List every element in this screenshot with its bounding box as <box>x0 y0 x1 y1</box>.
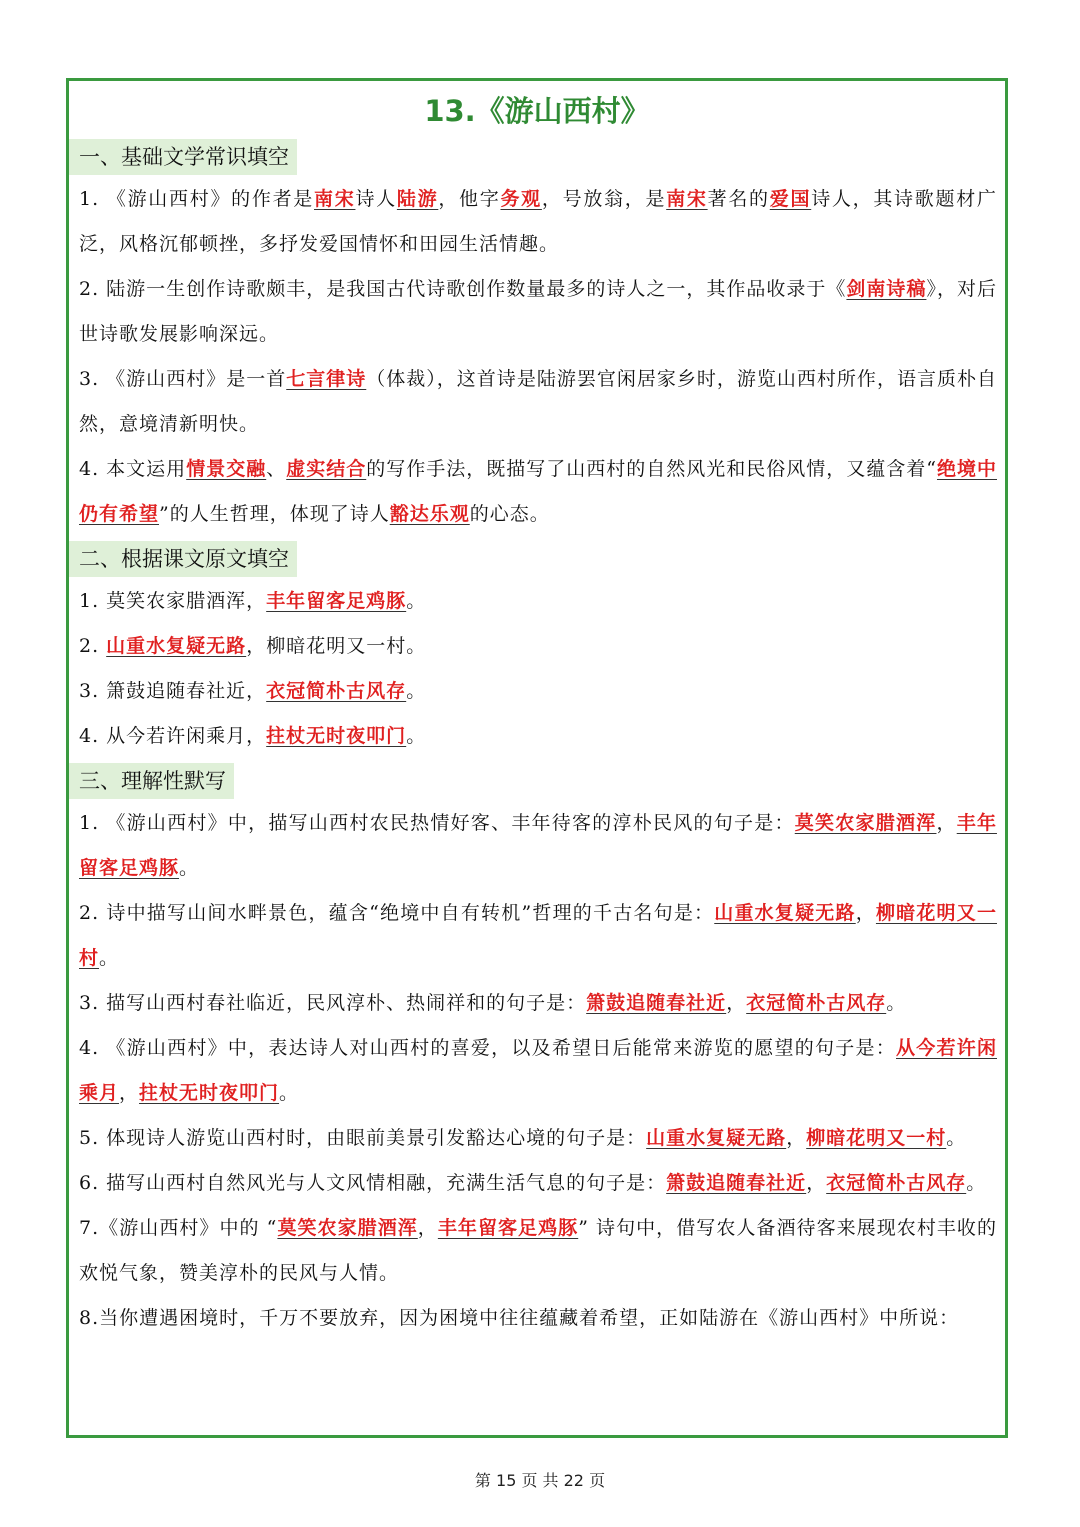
question-item <box>79 624 997 669</box>
question-text: 1. 莫笑农家腊酒浑， <box>79 590 267 612</box>
question-text: 4. 《游山西村》中，表达诗人对山西村的喜爱，以及希望日后能常来游览的愿望的句子是： <box>79 1037 896 1059</box>
answer-text: 从今若许闲乘月 <box>79 1037 997 1104</box>
question-text: 。 <box>946 1127 967 1149</box>
answer-text: 爱国 <box>769 188 812 210</box>
answer-text: 七言律诗 <box>286 368 367 390</box>
question-text: 1. 《游山西村》中，描写山西村农民热情好客、丰年待客的淳朴民风的句子是： <box>79 812 795 834</box>
question-text: 4. 本文运用 <box>79 458 187 480</box>
answer-text: 柳暗花明又一村 <box>79 902 997 969</box>
answer-text: 丰年留客足鸡豚 <box>266 590 407 612</box>
question-text: 的写作手法，既描写了山西村的自然风光和民俗风情，又蕴含着“ <box>366 458 937 480</box>
answer-text: 虚实结合 <box>286 458 367 480</box>
question-item <box>79 801 997 891</box>
answer-text: 衣冠简朴古风存 <box>826 1172 967 1194</box>
answer-text: 莫笑农家腊酒浑 <box>794 812 937 834</box>
answer-text: 箫鼓追随春社近 <box>586 992 727 1014</box>
question-item <box>79 1296 997 1341</box>
section-heading: 三、理解性默写 <box>69 763 234 799</box>
question-text: ， <box>119 1082 140 1104</box>
answer-text: 拄杖无时夜叩门 <box>266 725 407 747</box>
section-heading: 一、基础文学常识填空 <box>69 139 297 175</box>
question-text: 1. 《游山西村》的作者是 <box>79 188 315 210</box>
answer-text: 豁达乐观 <box>389 503 470 525</box>
answer-text: 情景交融 <box>186 458 267 480</box>
answer-text: 南宋 <box>314 188 356 210</box>
question-text: 。 <box>406 680 427 702</box>
answer-text: 拄杖无时夜叩门 <box>139 1082 280 1104</box>
question-text: ， <box>806 1172 827 1194</box>
question-text: ” 诗句中，借写农人备酒待客来展现农村丰收的欢悦气象，赞美淳朴的民风与人情。 <box>79 1217 997 1284</box>
answer-text: 剑南诗稿 <box>846 278 927 300</box>
question-text: 。 <box>406 725 427 747</box>
page-footer: 第 15 页 共 22 页 <box>474 1471 606 1490</box>
question-text: 的心态。 <box>469 503 550 525</box>
question-text: 。 <box>279 1082 300 1104</box>
question-item <box>79 177 997 267</box>
question-text: 。 <box>886 992 907 1014</box>
content-frame <box>66 78 1008 1438</box>
question-text: 。 <box>966 1172 987 1194</box>
question-item <box>79 447 997 537</box>
answer-text: 衣冠简朴古风存 <box>746 992 887 1014</box>
section-heading: 二、根据课文原文填空 <box>69 541 297 577</box>
question-text: ”的人生哲理，体现了诗人 <box>159 503 390 525</box>
answer-text: 山重水复疑无路 <box>646 1127 787 1149</box>
question-item <box>79 579 997 624</box>
answer-text: 陆游 <box>396 188 439 210</box>
question-item <box>79 891 997 981</box>
question-text: 3. 箫鼓追随春社近， <box>79 680 267 702</box>
question-text: 7.《游山西村》中的 “ <box>79 1217 278 1239</box>
question-item <box>79 1026 997 1116</box>
answer-text: 务观 <box>500 188 542 210</box>
question-text: 5. 体现诗人游览山西村时，由眼前美景引发豁达心境的句子是： <box>79 1127 647 1149</box>
question-text: 8.当你遭遇困境时，千万不要放弃，因为困境中往往蕴藏着希望，正如陆游在《游山西村》中所说： <box>79 1307 960 1329</box>
question-item <box>79 981 997 1026</box>
question-item <box>79 714 997 759</box>
question-item <box>79 1116 997 1161</box>
section-body <box>69 801 1005 1341</box>
answer-text: 山重水复疑无路 <box>714 902 856 924</box>
question-text: 著名的 <box>707 188 770 210</box>
question-item <box>79 357 997 447</box>
question-text: 诗人，其诗歌题材广泛，风格沉郁顿挫，多抒发爱国情怀和田园生活情趣。 <box>79 188 997 255</box>
question-item <box>79 1206 997 1296</box>
question-text: 2. 诗中描写山间水畔景色，蕴含“绝境中自有转机”哲理的千古名句是： <box>79 902 715 924</box>
question-text: 诗人 <box>355 188 397 210</box>
question-text: 3. 《游山西村》是一首 <box>79 368 287 390</box>
question-text: ，他字 <box>438 188 501 210</box>
question-text: ， <box>936 812 957 834</box>
answer-text: 绝境中仍有希望 <box>79 458 997 525</box>
answer-text: 丰年留客足鸡豚 <box>79 812 997 879</box>
question-item <box>79 267 997 357</box>
question-text: 4. 从今若许闲乘月， <box>79 725 267 747</box>
question-text: 6. 描写山西村自然风光与人文风情相融，充满生活气息的句子是： <box>79 1172 667 1194</box>
question-text: 。 <box>99 947 120 969</box>
question-text: （体裁），这首诗是陆游罢官闲居家乡时，游览山西村所作，语言质朴自然，意境清新明快。 <box>79 368 997 435</box>
question-text: ，号放翁，是 <box>541 188 667 210</box>
question-text: ， <box>786 1127 807 1149</box>
question-text: 。 <box>179 857 200 879</box>
question-text: ， <box>726 992 747 1014</box>
answer-text: 丰年留客足鸡豚 <box>437 1217 579 1239</box>
question-text: ，柳暗花明又一村。 <box>246 635 427 657</box>
question-text: 3. 描写山西村春社临近，民风淳朴、热闹祥和的句子是： <box>79 992 587 1014</box>
page-title: 13.《游山西村》 <box>424 94 650 128</box>
question-item <box>79 669 997 714</box>
question-text: 2. 陆游一生创作诗歌颇丰，是我国古代诗歌创作数量最多的诗人之一，其作品收录于《 <box>79 278 847 300</box>
answer-text: 柳暗花明又一村 <box>806 1127 947 1149</box>
answer-text: 莫笑农家腊酒浑 <box>277 1217 418 1239</box>
section-body <box>69 579 1005 759</box>
section-body <box>69 177 1005 537</box>
answer-text: 箫鼓追随春社近 <box>666 1172 807 1194</box>
answer-text: 南宋 <box>666 188 708 210</box>
question-text: 。 <box>406 590 427 612</box>
question-text: 》，对后世诗歌发展影响深远。 <box>79 278 997 345</box>
answer-text: 衣冠简朴古风存 <box>266 680 407 702</box>
question-item <box>79 1161 997 1206</box>
sections-container <box>69 135 1005 1341</box>
question-text: 、 <box>266 458 287 480</box>
question-text: ， <box>417 1217 438 1239</box>
question-text: ， <box>855 902 876 924</box>
question-text: 2. <box>79 635 107 657</box>
answer-text: 山重水复疑无路 <box>106 635 247 657</box>
